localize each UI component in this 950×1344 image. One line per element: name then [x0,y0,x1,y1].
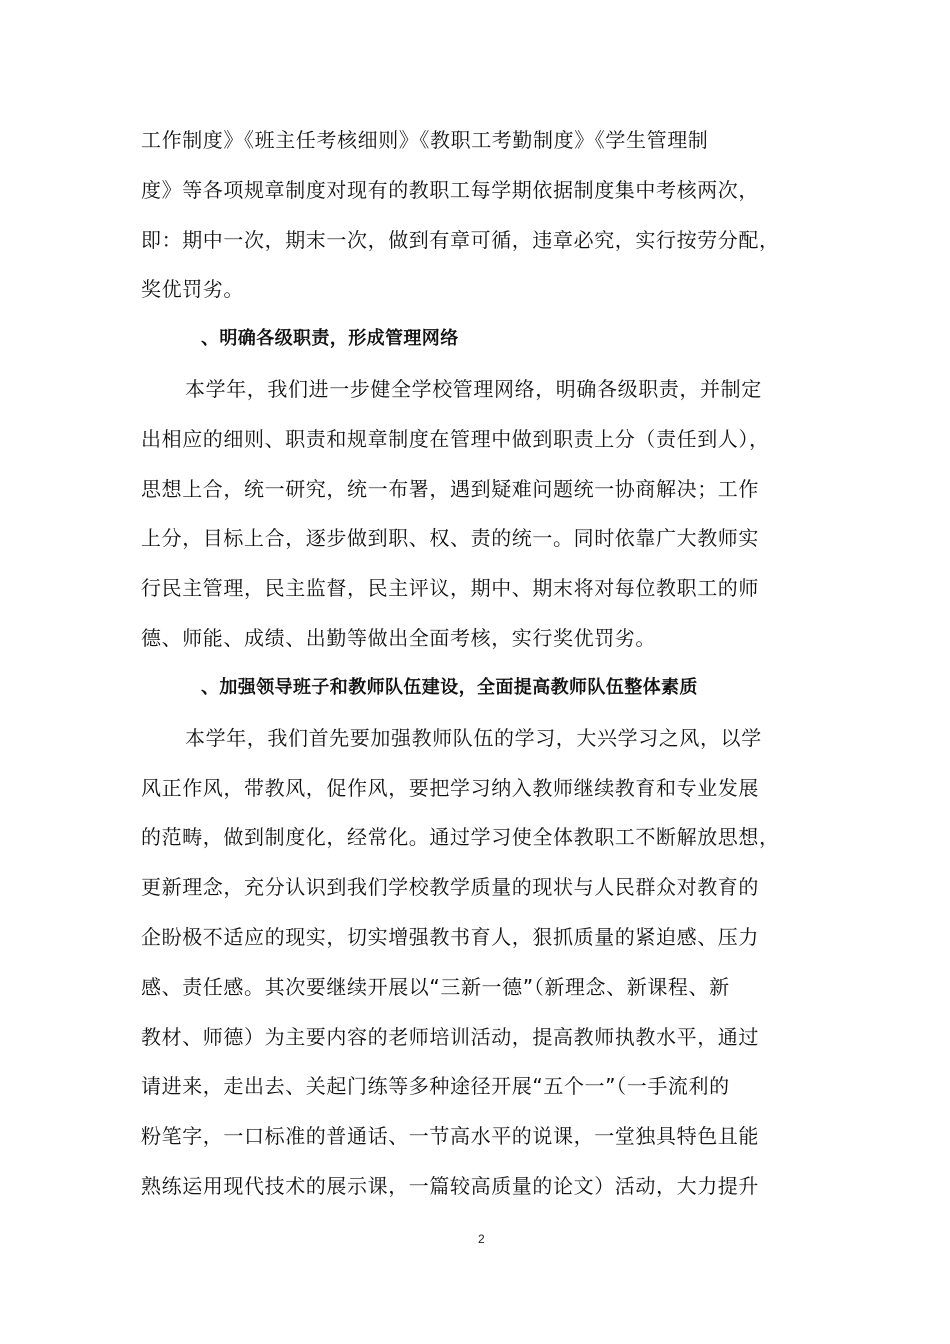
paragraph-line: 更新理念，充分认识到我们学校教学质量的现状与人民群众对教育的 [141,875,759,899]
paragraph-line: 出相应的细则、职责和规章制度在管理中做到职责上分（责任到人）， [141,427,770,451]
paragraph-line: 德、师能、成绩、出勤等做出全面考核，实行奖优罚劣。 [141,626,656,650]
paragraph-line: 教材、师德）为主要内容的老师培训活动，提高教师执教水平，通过 [141,1025,759,1049]
paragraph-line: 感、责任感。其次要继续开展以“三新一德”（新理念、新课程、新 [141,975,730,999]
page-number: 2 [478,1232,485,1246]
paragraph-line: 请进来，走出去、关起门练等多种途径开展“五个一”（一手流利的 [141,1074,730,1098]
section-heading: 、加强领导班子和教师队伍建设，全面提高教师队伍整体素质 [201,677,698,698]
paragraph-line: 风正作风，带教风，促作风，要把学习纳入教师继续教育和专业发展 [141,776,759,800]
paragraph-line: 熟练运用现代技术的展示课，一篇较高质量的论文）活动，大力提升 [141,1174,759,1198]
paragraph-line: 上分，目标上合，逐步做到职、权、责的统一。同时依靠广大教师实 [141,526,759,550]
paragraph-first-line: 本学年，我们进一步健全学校管理网络，明确各级职责，并制定 [185,377,762,401]
paragraph-first-line: 本学年，我们首先要加强教师队伍的学习，大兴学习之风，以学 [185,726,762,750]
paragraph-line: 工作制度》《班主任考核细则》《教职工考勤制度》《学生管理制 [141,128,709,152]
paragraph-line: 企盼极不适应的现实，切实增强教书育人，狠抓质量的紧迫感、压力 [141,925,759,949]
section-heading: 、明确各级职责，形成管理网络 [201,328,459,349]
paragraph-line: 行民主管理，民主监督，民主评议，期中、期末将对每位教职工的师 [141,576,759,600]
paragraph-line: 奖优罚劣。 [141,277,244,301]
paragraph-line: 的范畴，做到制度化，经常化。通过学习使全体教职工不断解放思想， [141,825,780,849]
paragraph-line: 思想上合，统一研究，统一布署，遇到疑难问题统一协商解决；工作 [141,477,759,501]
paragraph-line: 度》等各项规章制度对现有的教职工每学期依据制度集中考核两次， [141,178,759,202]
paragraph-line: 即：期中一次，期末一次，做到有章可循，违章必究，实行按劳分配， [141,228,780,252]
paragraph-line: 粉笔字，一口标准的普通话、一节高水平的说课，一堂独具特色且能 [141,1124,759,1148]
